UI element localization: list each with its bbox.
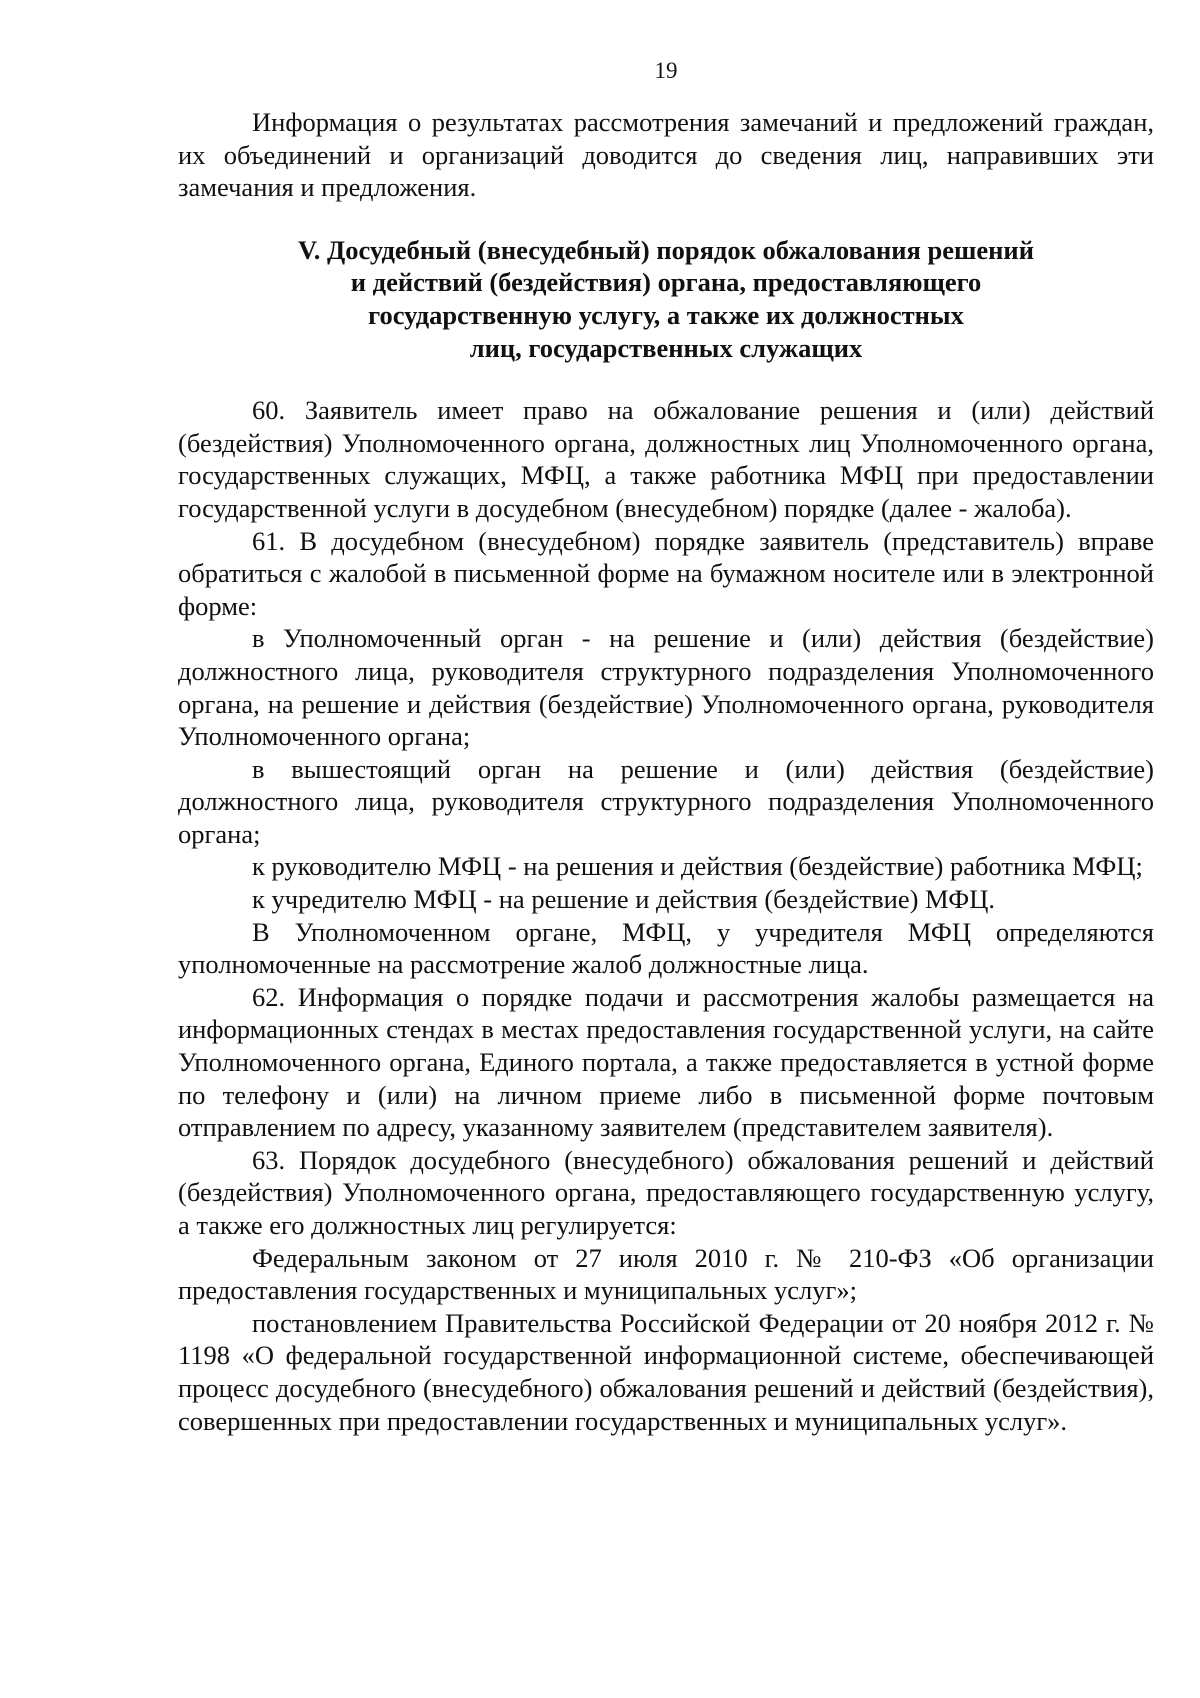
section-heading-line: V. Досудебный (внесудебный) порядок обжалования решений — [298, 234, 1034, 265]
paragraph-63-government-decree: постановлением Правительства Российской Федерации от 20 ноября 2012 г. № 1198 «О федеральной государственной информационной системе, обеспечивающей процесс досудебного (внесудебного) обжалования решений и действий (бездействия), совершенных при предоставлении государственных и муниципальных услуг». — [178, 1307, 1154, 1436]
paragraph-61-item-higher-body: в вышестоящий орган на решение и (или) действия (бездействие) должностного лица, руководителя структурного подразделения Уполномоченного органа; — [178, 753, 1154, 849]
intro-paragraph: Информация о результатах рассмотрения замечаний и предложений граждан, их объединений и организаций доводится до сведения лиц, направивших эти замечания и предложения. — [178, 107, 1154, 203]
paragraph-63: 63. Порядок досудебного (внесудебного) обжалования решений и действий (бездействия) Уполномоченного органа, предоставляющего государственную услугу, а также его должностных лиц регулируется: — [178, 1144, 1154, 1240]
paragraph-63-federal-law: Федеральным законом от 27 июля 2010 г. № 210-ФЗ «Об организации предоставления государственных и муниципальных услуг»; — [178, 1242, 1154, 1306]
paragraph-61-officials: В Уполномоченном органе, МФЦ, у учредителя МФЦ определяются уполномоченные на рассмотрение жалоб должностные лица. — [178, 916, 1154, 980]
paragraph-61-item-mfc-founder: к учредителю МФЦ - на решение и действия (бездействие) МФЦ. — [252, 884, 995, 915]
paragraph-61: 61. В досудебном (внесудебном) порядке заявитель (представитель) вправе обратиться с жалобой в письменной форме на бумажном носителе или в электронной форме: — [178, 525, 1154, 621]
section-heading-line: и действий (бездействия) органа, предоставляющего — [350, 267, 982, 298]
paragraph-62: 62. Информация о порядке подачи и рассмотрения жалобы размещается на информационных стендах в местах предоставления государственной услуги, на сайте Уполномоченного органа, Единого портала, а также предоставляется в устной форме по телефону и (или) на личном приеме либо в письменной форме почтовым отправлением по адресу, указанному заявителем (представителем заявителя). — [178, 981, 1154, 1143]
section-heading — [178, 234, 1154, 364]
paragraph-61-item-authorized-body: в Уполномоченный орган - на решение и (или) действия (бездействие) должностного лица, руководителя структурного подразделения Уполномоченного органа, на решение и действия (бездействие) Уполномоченного органа, руководителя Уполномоченного органа; — [178, 623, 1154, 752]
section-heading-line: лиц, государственных служащих — [469, 332, 863, 363]
section-heading-line: государственную услугу, а также их должностных — [368, 299, 964, 330]
page-number: 19 — [654, 58, 678, 83]
paragraph-61-item-mfc-head: к руководителю МФЦ - на решения и действия (бездействие) работника МФЦ; — [252, 851, 1143, 882]
paragraph-60: 60. Заявитель имеет право на обжалование решения и (или) действий (бездействия) Уполномоченного органа, должностных лиц Уполномоченного органа, государственных служащих, МФЦ, а также работника МФЦ при предоставлении государственной услуги в досудебном (внесудебном) порядке (далее - жалоба). — [178, 395, 1154, 523]
document-page — [178, 56, 1154, 1437]
